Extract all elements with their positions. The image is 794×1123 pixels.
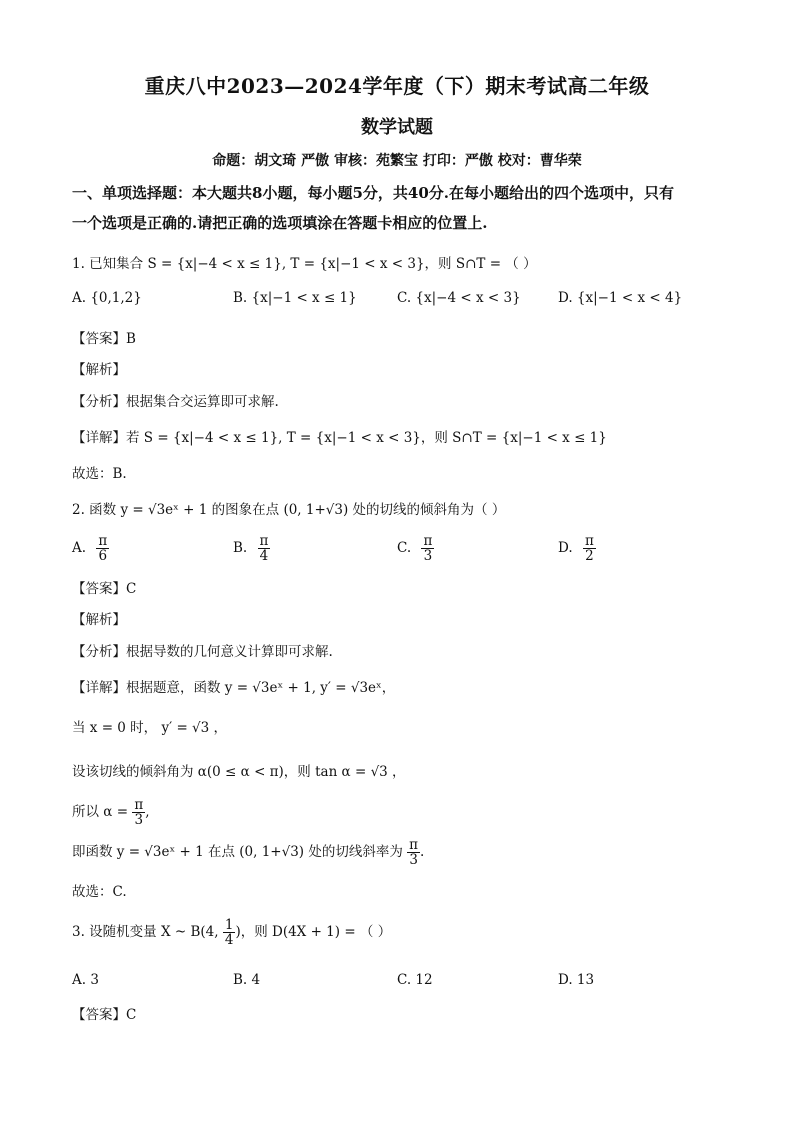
q1-detail: 【详解】若 S = {x|−4 < x ≤ 1}, T = {x|−1 < x < 3}，则 S∩T = {x|−1 < x ≤ 1} (72, 430, 607, 446)
q1-analysis-label: 【解析】 (72, 362, 126, 378)
q1-option-c: C. {x|−4 < x < 3} (397, 290, 521, 306)
q2-option-c: C. $\frac{\pi}{3}$ (397, 533, 433, 565)
q2-option-b: B. $\frac{\pi}{4}$ (233, 533, 269, 565)
q2-step4: 即函数 y = √3eˣ + 1 在点 (0, 1+√3) 处的切线斜率为 $\frac{\pi}{3}$ . (72, 837, 425, 869)
q1-stem: 1. 已知集合 S = {x|−4 < x ≤ 1}, T = {x|−1 < x < 3}，则 S∩T = （ ） (72, 256, 537, 272)
q2-conclusion: 故选：C. (72, 884, 127, 900)
q2-step3: 所以 α = $\frac{\pi}{3}$ , (72, 797, 150, 829)
q3-option-b: B. 4 (233, 972, 261, 988)
q2-stem: 2. 函数 y = √3eˣ + 1 的图象在点 (0, 1+√3) 处的切线的倾斜角为（ ） (72, 502, 506, 518)
q2-option-d: D. $\frac{\pi}{2}$ (558, 533, 594, 565)
q2-analysis-label: 【解析】 (72, 612, 126, 628)
q2-step2: 设该切线的倾斜角为 α(0 ≤ α < π)，则 tan α = √3 ， (72, 764, 406, 780)
q1-conclusion: 故选：B. (72, 466, 127, 482)
q3-option-d: D. 13 (558, 972, 595, 988)
q2-analysis: 【分析】根据导数的几何意义计算即可求解. (72, 644, 333, 660)
q3-answer: 【答案】C (72, 1007, 137, 1023)
exam-title: 重庆八中2023—2024学年度（下）期末考试高二年级 (144, 74, 650, 98)
q1-option-a: A. {0,1,2} (72, 290, 142, 306)
q2-answer: 【答案】C (72, 581, 137, 597)
exam-subtitle: 数学试题 (361, 117, 433, 138)
exam-authors: 命题：胡文琦 严傲 审核：苑繁宝 打印：严傲 校对：曹华荣 (212, 153, 582, 169)
q3-option-c: C. 12 (397, 972, 433, 988)
q3-option-a: A. 3 (72, 972, 99, 988)
q1-answer: 【答案】B (72, 331, 136, 347)
q3-stem: 3. 设随机变量 X ~ B(4, $\frac{1}{4}$ )，则 D(4X + 1) = （ ） (72, 917, 392, 949)
section-heading-line2: 一个选项是正确的.请把正确的选项填涂在答题卡相应的位置上. (72, 214, 488, 232)
q2-step1: 当 x = 0 时， y′ = √3 ， (72, 720, 228, 736)
q2-detail: 【详解】根据题意，函数 y = √3eˣ + 1, y′ = √3eˣ， (72, 680, 396, 696)
section-heading-line1: 一、单项选择题：本大题共8小题，每小题5分，共40分.在每小题给出的四个选项中，只有 (72, 184, 674, 202)
q1-analysis: 【分析】根据集合交运算即可求解. (72, 394, 279, 410)
q1-option-b: B. {x|−1 < x ≤ 1} (233, 290, 357, 306)
q2-option-a: A. $\frac{\pi}{6}$ (72, 533, 108, 565)
q1-option-d: D. {x|−1 < x < 4} (558, 290, 683, 306)
